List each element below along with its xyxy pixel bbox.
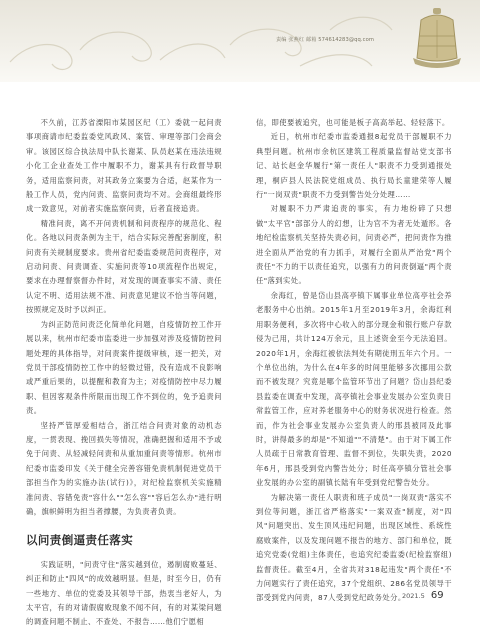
page-header-banner [0, 0, 480, 82]
section-heading: 以问责倒逼责任落实 [26, 533, 134, 548]
article-paragraph: 实践证明，"问责守住"落实越到位，遏制腐败蔓延、纠正和防止"四风"的成效越明显。但是，时至今日，仍有一些地方、单位的党委及其领导干部，热衷当老好人，为太平官，有的对请假腐败现象不闻不问，有的对某梁问题的调查问题不制止、不查处、不报告……他们宁愿相 [26, 559, 222, 627]
page-footer [402, 590, 444, 601]
bell-icon [407, 6, 467, 72]
article-paragraph-continued: 信，即使要被追究，也可能是板子高高举起、轻轻落下。 [256, 118, 450, 127]
article-paragraph: 为解决第一责任人职责和班子成员"一岗双责"落实不到位等问题，浙江省严格落实"一案双查"制度，对"四风"问题突出、发生顶风违纪问题，出现区域性、系统性腐败案件，以及发现问题不报告的地方、部门和单位，既追究党委(党组)主体责任，也追究纪委监委(纪检监察组)监督责任。截至4月，全省共对318起违发"两个责任"不力问题实行了责任追究，37个党组织、286名党员领导干部受到党内问责，87人受到党纪政务处分。 [256, 492, 452, 603]
article-paragraph: 对履职不力严肃追责的事实，有力地纷碎了只想做"太平官"部部分人的幻想，让为官不为者无处遁形。各地纪检监察机关坚持失责必问，问责必严，把问责作为推进全面从严治党的有力抓手，对履行全面从严治党"两个责任"不力的干以责任追究，以强有力的问责倒逼"两个责任"落到实处。 [256, 204, 452, 286]
article-paragraph: 精准问责，离不开问责机制和问责程序的规范化、程化。各地以问责条例为主干，结合实际完善配套制度，积问责有关规制度要求。贵州省纪委监委规范问责程序，对启动问责、问责调查、实施问责等10项流程作出规定，要求在办理督察督办件时，对发现的调查事实不清、责任认定不明、适用法规不准、问责意见建议不恰当等问题，按照规定及时予以纠正。 [26, 218, 222, 315]
issue-date: 2021.5 [402, 592, 425, 600]
article-right-column [256, 116, 452, 606]
article-paragraph: 近日，杭州市纪委市监委通报8起党员干部履职不力典型问题。杭州市余杭区建筑工程质量监督站党支部书记、站长赵金华履行"第一责任人"职责不力受到通报处理，桐庐县人民法院党组成员、执行局长童建荣等人履行"一岗双责"职责不力受到警告处分处理…… [256, 132, 452, 200]
article-paragraph: 余海红，曾是岱山县高亭镇下属事业单位高亭社会养老服务中心出纳。2015年1月至2019年3月，余海红利用职务便利，多次将中心收入的部分现金和银行账户存款侵为己用，共计124万余元，且上述资金至今无法追回。2020年1月，余海红被依法判处有期徒刑五年六个月。一个单位出纳，为什么在4年多的时间里能够多次挪用公款而不被发现？究竟是哪个监管环节出了问题？岱山县纪委县监委在调查中发现，高亭镇社会事业发展办公室负责日常监管工作，应对养老服务中心的财务状况进行检查。然而，作为社会事业发展办公室负责人的邢县被同及此事时，讲得最多的却是"不知道""不清楚"。由于对下属工作人员疏于日常教育管理、监督不到位，失职失责，2020年6月，邢县受到党内警告处分；时任高亭镇分管社会事业发展的办公室的副镇长陆有年受到党纪警告处分。 [256, 290, 452, 488]
article-paragraph: 不久前，江苏省溧阳市某园区纪（工）委就一起问责事项商请市纪委监委党风政风、案管、审理等部门会商会审。该园区综合执法局中队长谢某、队员赵某在违法违规小化工企业查处工作中履职不力，谢某具有行政督导职务，适用监察问责，对其政务立案要为合适，赵某作为一般工作人员，党内问责、监察问责均不对。会商组最终形成一致意见，对前者实施监察问责，后者直接追责。 [26, 118, 222, 214]
page-number: 69 [430, 590, 444, 601]
article-paragraph: 坚持严管厚爱相结合，浙江结合问责对象的动机态度，一贯表现、挽回损失等情况，准确把握和适用不予或免于问责、从轻减轻问责和从重加重问责等情形。杭州市纪委市监委印发《关于健全完善容错免责机制促进党员干部担当作为的实施办法(试行)》，对纪检监察机关实施精准问责、容错免责"容什么""怎么容""容后怎么办"进行明确，旗帜鲜明为担当者撑腰，为负责者负责。 [26, 420, 222, 516]
editor-caption: 责编 张燕红 邮箱 574614283@qq.com [276, 37, 375, 43]
article-left-column [26, 116, 222, 630]
article-paragraph: 为纠正防范问责泛化简单化问题，自疫情防控工作开展以来，杭州市纪委市监委进一步加强对涉及疫情防控问题处理的具体指导，对问责案件提级审核，逐一把关，对党员干部疫情防控工作中的轻微过错，没有造成不良影响或严重后果的，以提醒和教育为主；对疫情防控中尽力履职、但因客观条件所限而出现工作不到位的，免予追责问责。 [26, 319, 222, 416]
